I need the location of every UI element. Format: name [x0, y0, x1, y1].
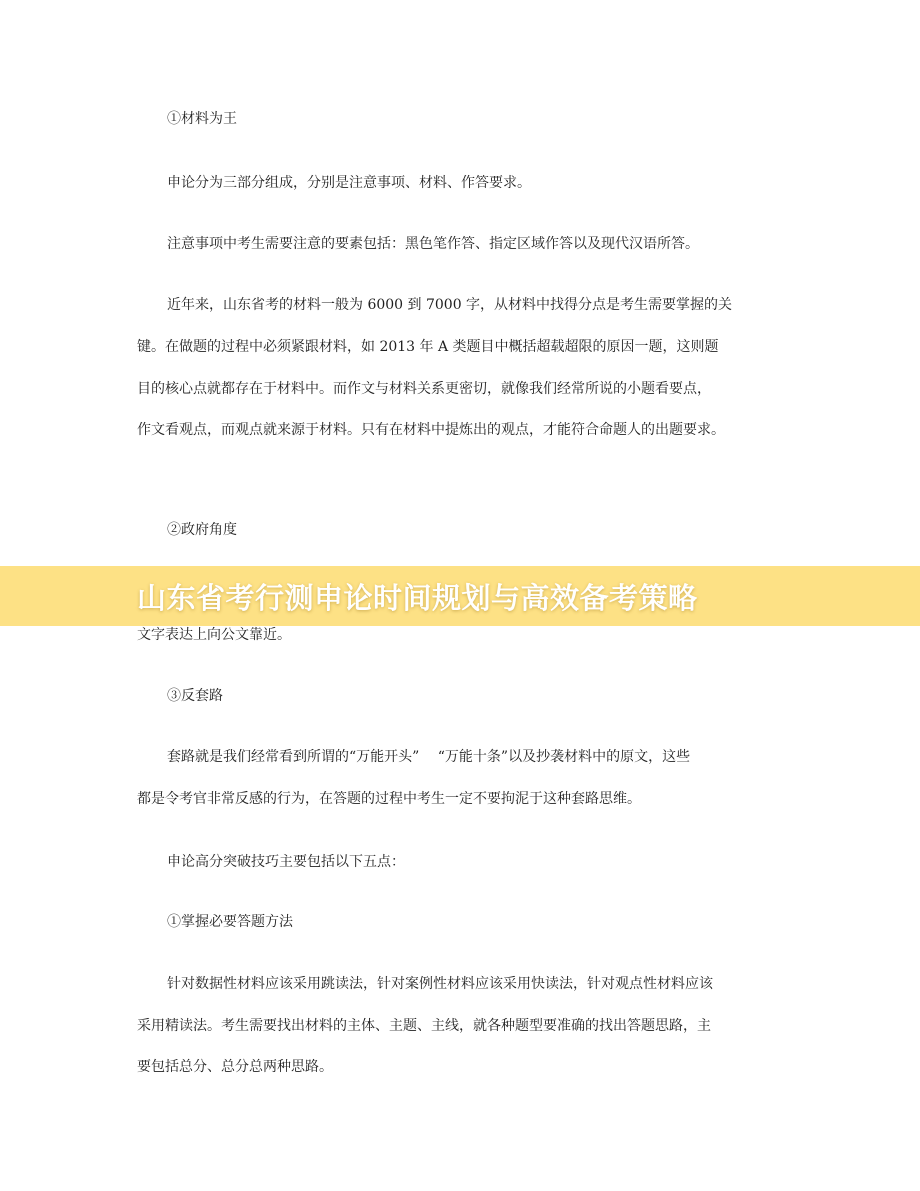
paragraph-material-line-2: 键。在做题的过程中必须紧跟材料，如 2013 年 A 类题目中概括超载超限的原因一题，这则题	[137, 339, 719, 355]
paragraph-methods-line-2: 采用精读法。考生需要找出材料的主体、主题、主线，就各种题型要准确的找出答题思路，主	[137, 1018, 711, 1034]
paragraph-material-line-1: 近年来，山东省考的材料一般为 6000 到 7000 字，从材料中找得分点是考生需要掌握的关	[167, 297, 733, 313]
paragraph-anti-pattern-line-2: 都是令考官非常反感的行为，在答题的过程中考生一定不要拘泥于这种套路思维。	[137, 791, 641, 807]
section-heading-government: ②政府角度	[167, 522, 237, 538]
paragraph-methods-line-3: 要包括总分、总分总两种思路。	[137, 1059, 333, 1075]
paragraph-material-line-3: 目的核心点就都存在于材料中。而作文与材料关系更密切，就像我们经常所说的小题看要点，	[137, 381, 711, 397]
section-heading-material-first: ①材料为王	[167, 111, 237, 127]
paragraph-notes: 注意事项中考生需要注意的要素包括：黑色笔作答、指定区域作答以及现代汉语所答。	[167, 236, 699, 252]
paragraph-government-tail: 文字表达上向公文靠近。	[137, 627, 291, 643]
section-heading-anti-pattern: ③反套路	[167, 688, 223, 704]
banner-title: 山东省考行测申论时间规划与高效备考策略	[137, 580, 698, 615]
section-heading-answer-methods: ①掌握必要答题方法	[167, 914, 293, 930]
paragraph-material-line-4: 作文看观点，而观点就来源于材料。只有在材料中提炼出的观点，才能符合命题人的出题要求。	[137, 422, 725, 438]
title-banner	[0, 566, 920, 626]
paragraph-anti-pattern-line-1: 套路就是我们经常看到所谓的“万能开头” “万能十条”以及抄袭材料中的原文，这些	[167, 749, 691, 765]
paragraph-structure: 申论分为三部分组成，分别是注意事项、材料、作答要求。	[167, 175, 531, 191]
paragraph-methods-line-1: 针对数据性材料应该采用跳读法，针对案例性材料应该采用快读法，针对观点性材料应该	[167, 976, 713, 992]
paragraph-five-points: 申论高分突破技巧主要包括以下五点：	[167, 854, 405, 870]
